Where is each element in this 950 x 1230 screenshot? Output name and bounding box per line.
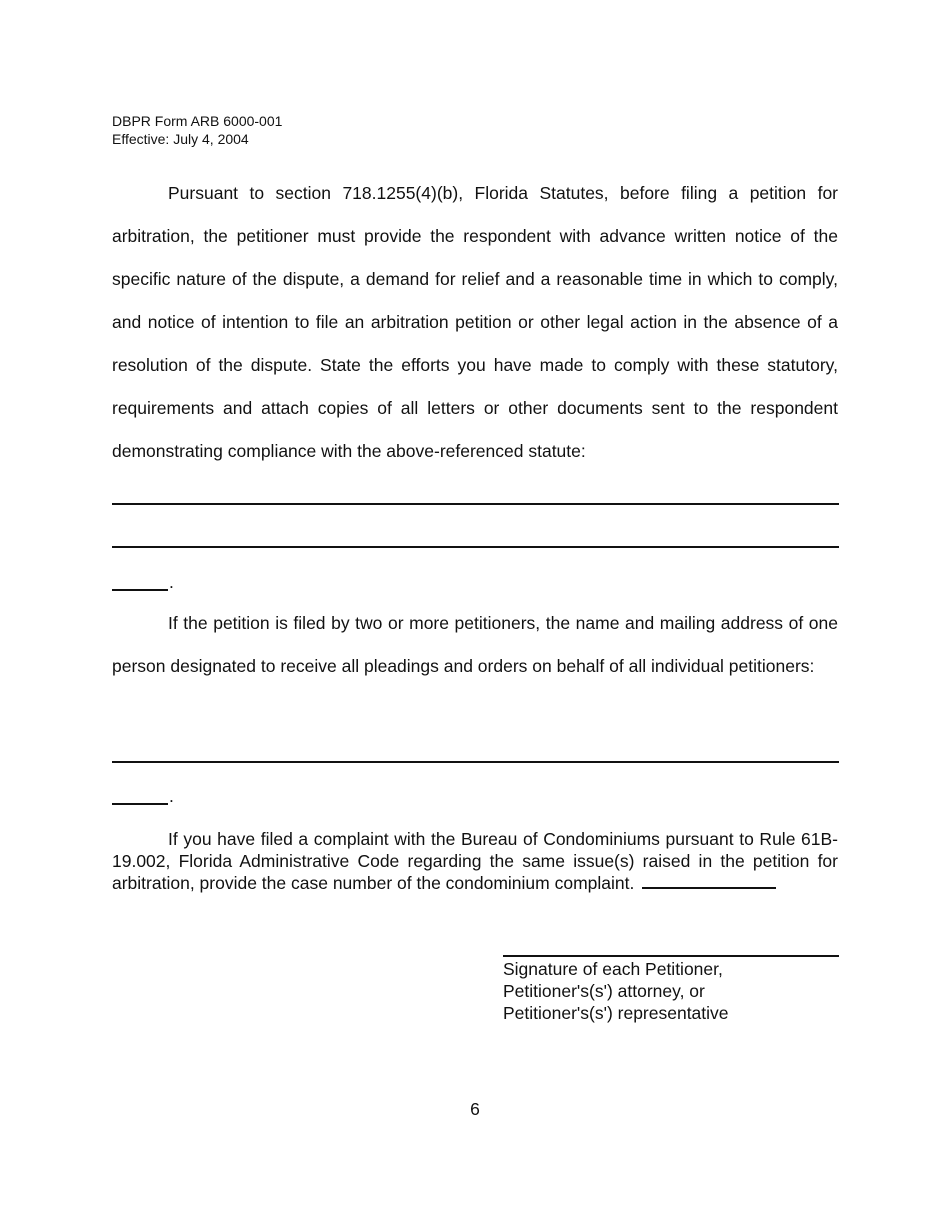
- case-number-field[interactable]: [642, 887, 776, 889]
- page-number: 6: [470, 1099, 480, 1119]
- signature-caption-line-2: Petitioner's(s') attorney, or: [503, 981, 705, 1001]
- complaint-statement: If you have filed a complaint with the Bureau of Condominiums pursuant to Rule 61B-19.002, Florida Administrative Code regarding the same issue(s) raised in the petition for arbitration, provide the case number of the condominium complaint.: [112, 829, 838, 893]
- compliance-answer-line-1[interactable]: [112, 503, 839, 505]
- compliance-answer-line-3[interactable]: [112, 589, 168, 591]
- complaint-paragraph: [112, 828, 838, 894]
- compliance-line-period: .: [169, 572, 174, 592]
- signature-caption-line-3: Petitioner's(s') representative: [503, 1003, 729, 1023]
- signature-caption-line-1: Signature of each Petitioner,: [503, 959, 723, 979]
- compliance-answer-line-2[interactable]: [112, 546, 839, 548]
- designee-answer-line-1[interactable]: [112, 761, 839, 763]
- designee-line-period: .: [169, 786, 174, 806]
- compliance-statement: Pursuant to section 718.1255(4)(b), Florida Statutes, before filing a petition for arbitration, the petitioner must provide the respondent with advance written notice of the specific nature of the dispute, a demand for relief and a reasonable time in which to comply, and notice of intention to file an arbitration petition or other legal action in the absence of a resolution of the dispute. State the efforts you have made to comply with these statutory, requirements and attach copies of all letters or other documents sent to the respondent demonstrating compliance with the above-referenced statute:: [112, 183, 838, 461]
- signature-block: [503, 955, 839, 1024]
- form-header: [112, 112, 282, 148]
- signature-caption: [503, 958, 839, 1024]
- designee-statement: If the petition is filed by two or more petitioners, the name and mailing address of one person designated to receive all pleadings and orders on behalf of all individual petitioners:: [112, 613, 838, 676]
- designee-answer-line-2[interactable]: [112, 803, 168, 805]
- form-id: DBPR Form ARB 6000-001: [112, 113, 283, 129]
- effective-date: Effective: July 4, 2004: [112, 131, 249, 147]
- signature-line[interactable]: [503, 955, 839, 957]
